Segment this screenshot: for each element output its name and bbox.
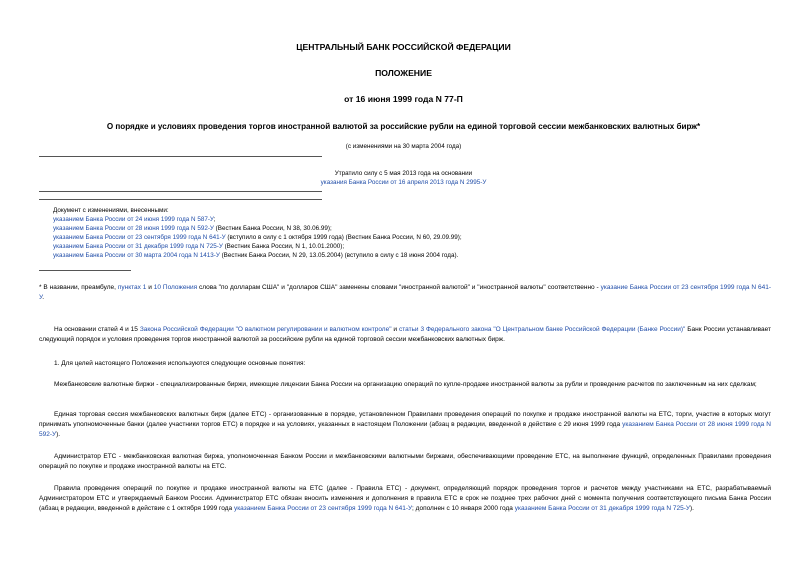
section-1: 1. Для целей настоящего Положения используются следующие основные понятия: <box>54 360 306 367</box>
changes-item-link[interactable]: указанием Банка России от 28 июня 1999 года N 592-У <box>53 225 214 232</box>
expired-link[interactable]: указания Банка России от 16 апреля 2013 года N 2995-У <box>320 179 487 186</box>
changes-item-link[interactable]: указанием Банка России от 24 июня 1999 года N 587-У <box>53 216 214 223</box>
changes-item-link[interactable]: указанием Банка России от 30 марта 2004 года N 1413-У <box>53 252 220 259</box>
footnote-link[interactable]: пунктах 1 <box>117 284 147 291</box>
law-link[interactable]: Закона Российской Федерации "О валютном регулировании и валютном контроле" <box>139 326 392 333</box>
divider <box>39 191 322 192</box>
law-link[interactable]: статьи 3 Федерального закона "О Центральном банке Российской Федерации (Банке России)" <box>398 326 686 333</box>
divider <box>39 199 322 200</box>
amendment-link[interactable]: указанием Банка России от 28 июня 1999 года N 592-У <box>39 421 771 438</box>
changes-item: указанием Банка России от 28 июня 1999 года N 592-У (Вестник Банка России, N 38, 30.06.99); <box>53 225 332 232</box>
definition-rules: Правила проведения операций по покупке и продаже иностранной валюты на ЕТС (далее - Правила ЕТС) - документ, определяющий порядок проведения торгов и расчетов между участниками на ЕТС, разрабатываемый Администратором ЕТС и утверждаемый Банком России. Администратор ЕТС обязан вносить изменения и дополнения в правила ЕТС в срок не позднее трех рабочих дней с момента получения соответствующего письма Банка России (абзац в редакции, введенной в действие с 1 октября 1999 года указанием Банка России от 23 сентября 1999 года N 641-У; дополнен с 10 января 2000 года указанием Банка России от 31 декабря 1999 года N 725-У). <box>39 485 771 512</box>
footnote: * В названии, преамбуле, пунктах 1 и 10 Положения слова "по долларам США" и "долларов США" заменены словами "иностранной валютой" и "иностранной валюты" соответственно - указание Банка России от 23 сентября 1999 года N 641-У. <box>39 284 771 301</box>
definition-exchanges: Межбанковские валютные биржи - специализированные биржи, имеющие лицензии Банка России на организацию операций по купле-продаже иностранной валюты за рубли и проведение расчетов по заключенным на них сделкам; <box>54 381 757 388</box>
amendment-link[interactable]: указанием Банка России от 23 сентября 1999 года N 641-У <box>233 505 413 512</box>
footnote-link[interactable]: указание Банка России от 23 сентября 1999 года N 641-У <box>39 284 771 301</box>
changes-heading: Документ с изменениями, внесенными: <box>53 207 169 214</box>
doc-title: О порядке и условиях проведения торгов иностранной валютой за российские рубли на единой торговой сессии межбанковских валютных бирж* <box>106 122 701 131</box>
expired-text: Утратило силу с 5 мая 2013 года на основании <box>334 170 473 177</box>
changes-item: указанием Банка России от 24 июня 1999 года N 587-У; <box>53 216 216 223</box>
definition-administrator: Администратор ЕТС - межбанковская валютная биржа, уполномоченная Банком России и межбанковскими валютными биржами, обеспечивающими проведение ЕТС, на выполнение функций, определенных Правилами проведения операций по покупке и продаже иностранной валюты на ЕТС. <box>39 453 771 470</box>
revision-note: (с изменениями на 30 марта 2004 года) <box>345 143 462 150</box>
divider <box>39 156 322 157</box>
changes-block <box>53 206 773 260</box>
changes-item: указанием Банка России от 31 декабря 1999 года N 725-У (Вестник Банка России, N 1, 10.01.2000); <box>53 243 345 250</box>
amendment-link[interactable]: указанием Банка России от 31 декабря 1999 года N 725-У <box>514 505 691 512</box>
changes-item: указанием Банка России от 23 сентября 1999 года N 641-У (вступило в силу с 1 октября 1999 года) (Вестник Банка России, N 60, 29.09.99); <box>53 234 462 241</box>
preamble: На основании статей 4 и 15 Закона Российской Федерации "О валютном регулировании и валютном контроле" и статьи 3 Федерального закона "О Центральном банке Российской Федерации (Банке России)" Банк России устанавливает следующий порядок и условия проведения торгов иностранной валютой за российские рубли на единой торговой сессии межбанковских валютных бирж. <box>39 326 772 343</box>
doc-type: ПОЛОЖЕНИЕ <box>375 68 432 78</box>
changes-item: указанием Банка России от 30 марта 2004 года N 1413-У (Вестник Банка России, N 29, 13.05.2004) (вступило в силу с 18 июня 2004 года). <box>53 252 459 259</box>
changes-item-link[interactable]: указанием Банка России от 23 сентября 1999 года N 641-У <box>53 234 226 241</box>
bank-name: ЦЕНТРАЛЬНЫЙ БАНК РОССИЙСКОЙ ФЕДЕРАЦИИ <box>296 42 511 52</box>
footnote-link[interactable]: 10 Положения <box>153 284 198 291</box>
doc-date-number: от 16 июня 1999 года N 77-П <box>344 94 463 104</box>
changes-item-link[interactable]: указанием Банка России от 31 декабря 1999 года N 725-У <box>53 243 223 250</box>
definition-ets: Единая торговая сессия межбанковских валютных бирж (далее ЕТС) - организованные в порядке, установленном Правилами проведения операций по покупке и продаже иностранной валюты на ЕТС, торги, участие в которых могут принимать уполномоченные банки (далее участники торгов ЕТС) в порядке и на условиях, указанных в настоящем Положении (абзац в редакции, введенной в действие с 29 июня 1999 года указанием Банка России от 28 июня 1999 года N 592-У). <box>39 411 771 438</box>
footnote-divider <box>39 270 131 271</box>
